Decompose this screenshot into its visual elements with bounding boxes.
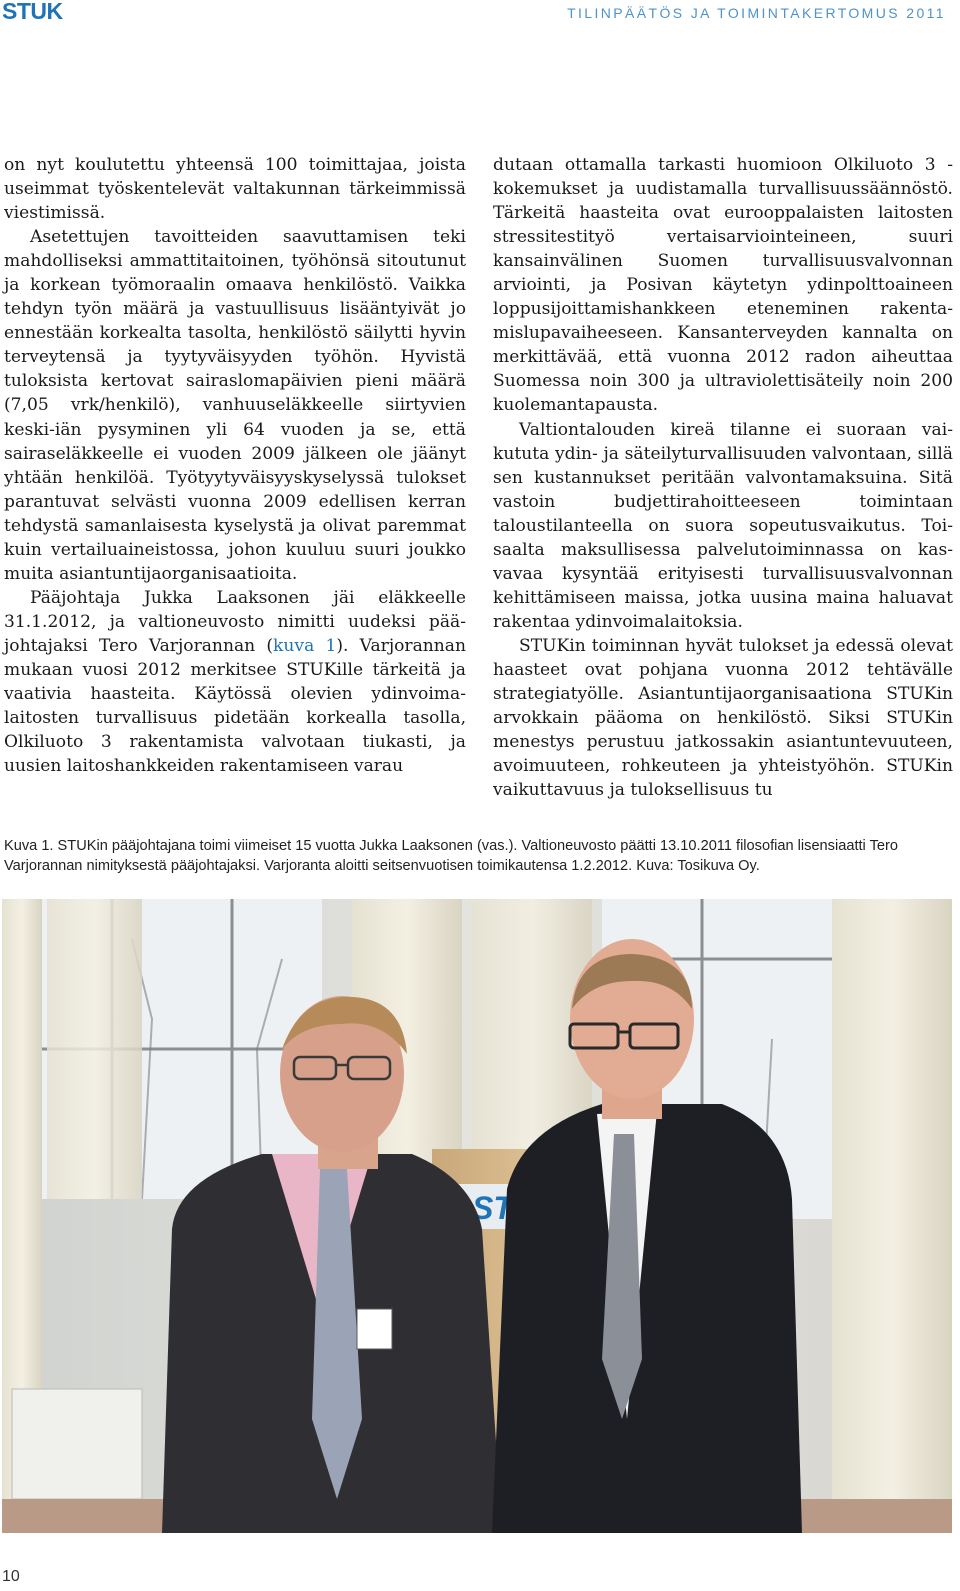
- paragraph: [4, 586, 466, 778]
- paragraph: Asetettujen tavoitteiden saavuttamisen teki mahdolliseksi ammattitaitoinen, työhönsä sitoutunut ja korkean työmoraalin omaava henkilöstö. Vaikka tehdyn työn määrä ja vastuullisuus lisääntyivät jo ennestään korkealta tasolta, henkilöstö säilytti hyvin terveytensä ja tyytyväisyyden työhön. Hyvistä tuloksista kertovat sairaslomapäivien pieni määrä (7,05 vrk/henkilö), vanhuuseläkkeelle siirtyvien keski-iän pysyminen yli 64 vuoden ja se, että sairaseläkkeelle ei vuoden 2009 jälkeen ole jäänyt yhtään henkilöä. Työtyytyväisyyskyselyssä tulokset parantuvat selvästi vuonna 2009 edellisen kerran tehdystä samanlaisesta kyselystä ja olivat paremmat kuin vertailuaineistossa, johon kuuluu suuri joukko muita asiantuntijaorganisaatioita.: [4, 227, 466, 584]
- running-title: TILINPÄÄTÖS JA TOIMINTAKERTOMUS 2011: [567, 5, 946, 21]
- paragraph-text: ). Varjorannan mukaan vuosi 2012 merkitsee STUKille tärkeitä ja vaativia haasteita. Käytössä olevien ydinvoimalaitosten turvallisuus pidetään korkealla tasolla, Olkiluoto 3 rakentamista valvotaan tiukasti, ja uusien laitoshankkeiden rakentamiseen varau: [4, 635, 466, 777]
- paragraph-text: Pääjohtaja Jukka Laaksonen jäi eläkkeelle 31.1.2012, ja valtioneuvosto nimitti uudeksi pääjohtajaksi Tero Varjorannan (: [4, 587, 466, 656]
- figure-caption: Kuva 1. STUKin pääjohtajana toimi viimeiset 15 vuotta Jukka Laaksonen (vas.). Valtioneuvosto päätti 13.10.2011 filosofian lisensiaatti Tero Varjorannan nimityksestä pääjohtajaksi. Varjoranta aloitti seitsenvuotisen toimikautensa 1.2.2012. Kuva: Tosikuva Oy.: [4, 838, 898, 874]
- photo-two-directors: [2, 899, 952, 1533]
- text-column-right: [493, 153, 953, 802]
- paragraph: dutaan ottamalla tarkasti huomioon Olkiluoto 3 -kokemukset ja uudistamalla turvallisuussäännöstö. Tärkeitä haasteita ovat eurooppalaisten laitosten stressitestityö vertaisarviointeineen, suuri kansainvälinen Suomen turvallisuusvalvonnan arviointi, ja Posivan käytetyn ydinpolttoaineen loppusijoittamishankkeen eteneminen rakentamislupavaiheeseen. Kansanterveyden kannalta on merkittävää, että vuonna 2012 radon aiheuttaa Suomessa noin 300 ja ultraviolettisäteily noin 200 kuolemantapausta.: [493, 155, 953, 416]
- page-number: 10: [2, 1568, 20, 1585]
- stuk-logo: STUK: [2, 0, 63, 24]
- text-column-left: [4, 153, 466, 778]
- paragraph: on nyt koulutettu yhteensä 100 toimittajaa, joista useimmat työskentelevät valtakunnan tärkeimmissä viestimissä.: [4, 155, 466, 224]
- paragraph: STUKin toiminnan hyvät tulokset ja edessä olevat haasteet ovat pohjana vuonna 2012 tehtävälle strategiatyölle. Asiantuntijaorganisaationa STUKin arvokkain pääoma on henkilöstö. Siksi STUKin menestys perustuu jatkossakin asiantuntevuuteen, avoimuuteen, rohkeuteen ja yhteistyöhön. STUKin vaikuttavuus ja tuloksellisuus tu: [493, 635, 953, 801]
- photo-illustration: [2, 899, 952, 1533]
- paragraph: Valtiontalouden kireä tilanne ei suoraan vaikututa ydin- ja säteilyturvallisuuden valvontaan, sillä sen kustannukset peritään valvontamaksuina. Sitä vastoin budjettirahoitteeseen toimintaan taloustilanteella on suora sopeutusvaikutus. Toisaalta maksullisessa palvelutoiminnassa on kasvavaa kysyntää erityisesti turvallisuusvalvonnan kehittämiseen maissa, jotka uusina maina haluavat rakentaa ydinvoimalaitoksia.: [493, 419, 953, 632]
- figure-link[interactable]: kuva 1: [273, 635, 337, 656]
- page-header: [0, 0, 960, 28]
